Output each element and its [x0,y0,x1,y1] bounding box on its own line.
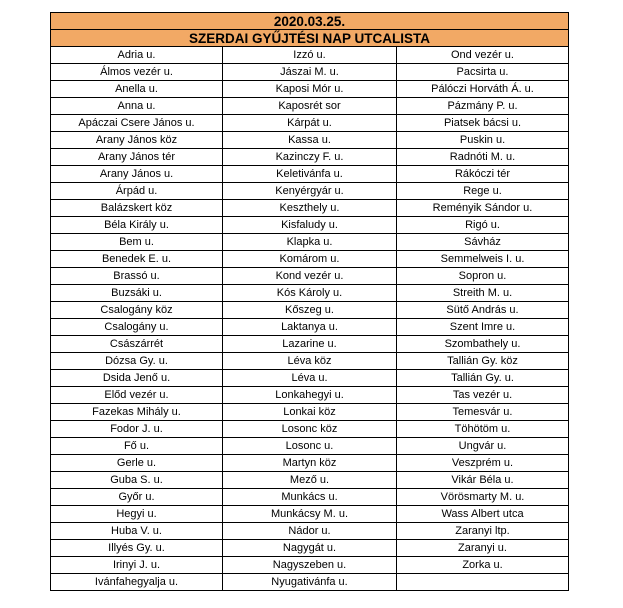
street-cell: Bem u. [51,234,223,251]
street-cell: Pálóczi Horváth Á. u. [397,81,569,98]
street-cell: Csalogány u. [51,319,223,336]
header-title: SZERDAI GYŰJTÉSI NAP UTCALISTA [51,30,569,47]
table-row [51,574,569,591]
table-row [51,234,569,251]
street-cell: Huba V. u. [51,523,223,540]
table-row [51,370,569,387]
street-cell: Sávház [397,234,569,251]
street-rows [51,47,569,591]
street-cell: Tallián Gy. köz [397,353,569,370]
table-row [51,149,569,166]
table-row [51,438,569,455]
street-cell: Győr u. [51,489,223,506]
street-cell: Mező u. [223,472,397,489]
street-cell: Rákóczi tér [397,166,569,183]
street-cell: Jászai M. u. [223,64,397,81]
street-cell: Losonc u. [223,438,397,455]
street-cell: Izzó u. [223,47,397,64]
street-cell: Arany János u. [51,166,223,183]
street-cell: Keletivánfa u. [223,166,397,183]
street-cell: Zorka u. [397,557,569,574]
street-cell: Anna u. [51,98,223,115]
street-cell: Dózsa Gy. u. [51,353,223,370]
street-cell: Nagygát u. [223,540,397,557]
street-cell: Ond vezér u. [397,47,569,64]
street-cell: Irinyi J. u. [51,557,223,574]
street-cell: Martyn köz [223,455,397,472]
table-row [51,268,569,285]
street-cell: Dsida Jenő u. [51,370,223,387]
table-row [51,200,569,217]
table-row [51,132,569,149]
table-row [51,506,569,523]
table-row [51,455,569,472]
street-cell: Tallián Gy. u. [397,370,569,387]
street-cell: Fő u. [51,438,223,455]
street-cell: Lonkahegyi u. [223,387,397,404]
street-cell: Illyés Gy. u. [51,540,223,557]
street-cell: Nagyszeben u. [223,557,397,574]
street-cell: Nádor u. [223,523,397,540]
table-row [51,336,569,353]
street-cell: Álmos vezér u. [51,64,223,81]
street-cell: Zaranyi u. [397,540,569,557]
street-cell: Szent Imre u. [397,319,569,336]
street-cell [397,574,569,591]
table-row [51,540,569,557]
street-cell: Anella u. [51,81,223,98]
street-cell: Előd vezér u. [51,387,223,404]
table-row [51,64,569,81]
table-row [51,217,569,234]
street-cell: Streith M. u. [397,285,569,302]
street-cell: Pázmány P. u. [397,98,569,115]
street-cell: Reményik Sándor u. [397,200,569,217]
street-cell: Piatsek bácsi u. [397,115,569,132]
street-cell: Radnóti M. u. [397,149,569,166]
header-title-row [51,30,569,47]
street-cell: Buzsáki u. [51,285,223,302]
street-cell: Gerle u. [51,455,223,472]
street-cell: Losonc köz [223,421,397,438]
street-cell: Töhötöm u. [397,421,569,438]
street-cell: Kond vezér u. [223,268,397,285]
street-cell: Benedek E. u. [51,251,223,268]
street-cell: Vikár Béla u. [397,472,569,489]
street-cell: Klapka u. [223,234,397,251]
street-cell: Hegyi u. [51,506,223,523]
street-cell: Fodor J. u. [51,421,223,438]
street-cell: Szombathely u. [397,336,569,353]
table-row [51,166,569,183]
street-cell: Wass Albert utca [397,506,569,523]
street-cell: Csalogány köz [51,302,223,319]
header-date: 2020.03.25. [51,13,569,30]
street-cell: Kárpát u. [223,115,397,132]
table-row [51,81,569,98]
street-cell: Pacsirta u. [397,64,569,81]
street-cell: Apáczai Csere János u. [51,115,223,132]
table-row [51,387,569,404]
street-cell: Zaranyi ltp. [397,523,569,540]
table-row [51,115,569,132]
street-cell: Kazinczy F. u. [223,149,397,166]
header-date-row [51,13,569,30]
street-cell: Kós Károly u. [223,285,397,302]
street-cell: Munkácsy M. u. [223,506,397,523]
table-row [51,489,569,506]
street-cell: Komárom u. [223,251,397,268]
street-cell: Veszprém u. [397,455,569,472]
street-cell: Rege u. [397,183,569,200]
table-row [51,319,569,336]
street-cell: Laktanya u. [223,319,397,336]
street-cell: Léva köz [223,353,397,370]
table-row [51,47,569,64]
street-cell: Temesvár u. [397,404,569,421]
table-row [51,472,569,489]
street-cell: Guba S. u. [51,472,223,489]
table-row [51,557,569,574]
street-cell: Sütő András u. [397,302,569,319]
street-cell: Kaposi Mór u. [223,81,397,98]
street-cell: Tas vezér u. [397,387,569,404]
street-cell: Keszthely u. [223,200,397,217]
street-cell: Császárrét [51,336,223,353]
street-cell: Lazarine u. [223,336,397,353]
street-cell: Kőszeg u. [223,302,397,319]
street-cell: Kassa u. [223,132,397,149]
street-cell: Balázskert köz [51,200,223,217]
table-row [51,251,569,268]
street-cell: Vörösmarty M. u. [397,489,569,506]
street-cell: Munkács u. [223,489,397,506]
street-cell: Kisfaludy u. [223,217,397,234]
table-row [51,302,569,319]
street-cell: Béla Király u. [51,217,223,234]
street-cell: Rigó u. [397,217,569,234]
street-cell: Arany János tér [51,149,223,166]
street-cell: Adria u. [51,47,223,64]
street-list-table [50,12,569,591]
table-row [51,285,569,302]
street-cell: Puskin u. [397,132,569,149]
table-row [51,183,569,200]
street-cell: Semmelweis I. u. [397,251,569,268]
street-cell: Sopron u. [397,268,569,285]
table-row [51,98,569,115]
street-cell: Brassó u. [51,268,223,285]
table-row [51,421,569,438]
street-cell: Ivánfahegyalja u. [51,574,223,591]
street-cell: Arany János köz [51,132,223,149]
street-cell: Lonkai köz [223,404,397,421]
street-cell: Kenyérgyár u. [223,183,397,200]
street-cell: Léva u. [223,370,397,387]
table-row [51,404,569,421]
street-cell: Ungvár u. [397,438,569,455]
table-row [51,353,569,370]
street-cell: Fazekas Mihály u. [51,404,223,421]
street-cell: Kaposrét sor [223,98,397,115]
street-cell: Nyugativánfa u. [223,574,397,591]
street-cell: Árpád u. [51,183,223,200]
table-row [51,523,569,540]
